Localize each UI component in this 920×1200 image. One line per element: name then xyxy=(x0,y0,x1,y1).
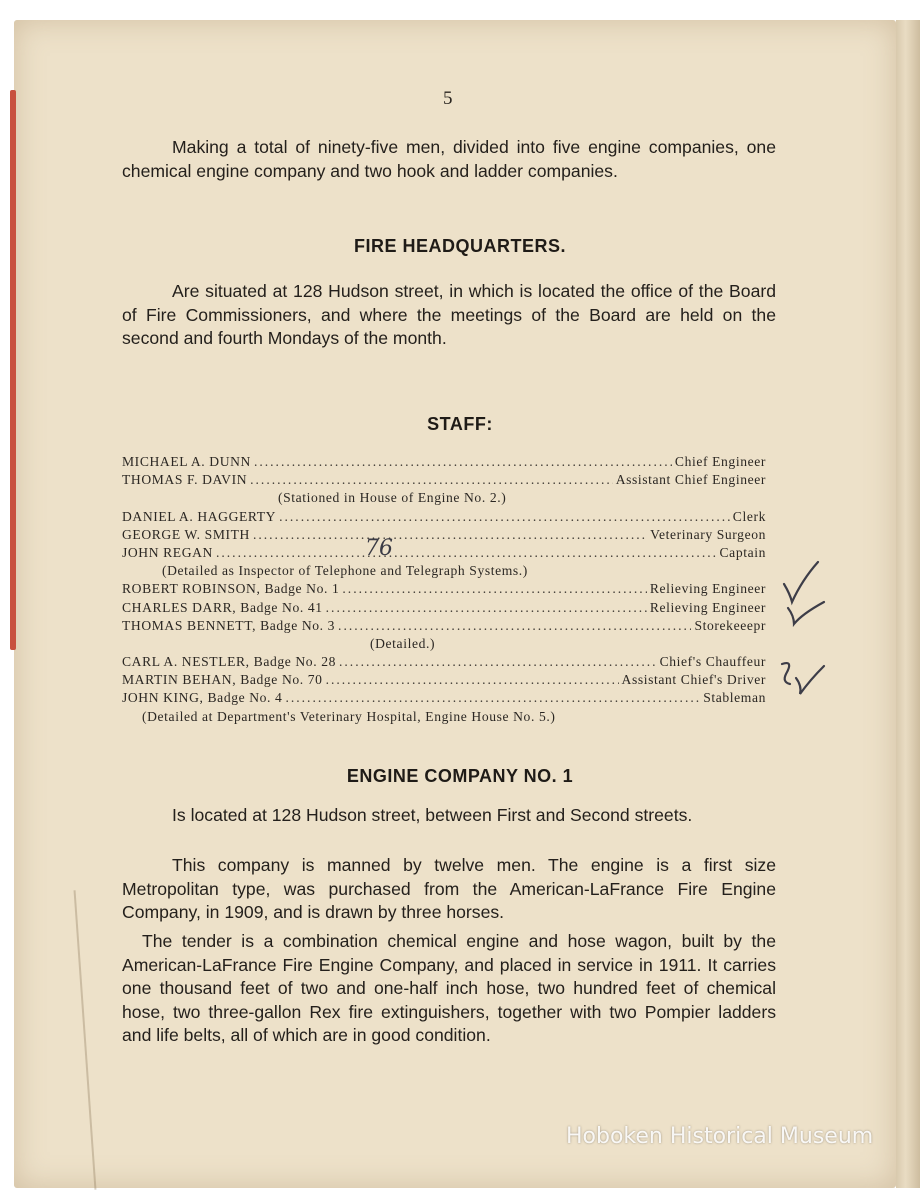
staff-row xyxy=(122,527,766,545)
staff-title: Storekeeepr xyxy=(694,617,766,633)
engine-manning-paragraph: This company is manned by twelve men. The engine is a first size Metropolitan type, was purchased from the American-LaFrance Fire Engine Company, in 1909, and is drawn by three horses. xyxy=(122,855,776,922)
engine-tender-paragraph: The tender is a combination chemical engine and hose wagon, built by the American-LaFrance Fire Engine Company, and placed in service in 1911. It carries one thousand feet of two and one-half inch hose, two hundred feet of chemical hose, two three-gallon Rex fire extinguishers, together with two Pompier ladders and life belts, all of which are in good condition. xyxy=(122,931,776,1045)
staff-title: Chief's Chauffeur xyxy=(659,654,766,670)
staff-name: GEORGE W. SMITH xyxy=(122,526,250,542)
handwritten-check-marks xyxy=(770,560,830,720)
dot-leader xyxy=(253,527,647,543)
dot-leader xyxy=(285,690,700,706)
staff-name: CARL A. NESTLER, Badge No. 28 xyxy=(122,654,336,670)
museum-watermark: Hoboken Historical Museum xyxy=(566,1124,874,1149)
intro-paragraph: Making a total of ninety-five men, divided into five engine companies, one chemical engine company and two hook and ladder companies. xyxy=(122,137,776,181)
staff-row xyxy=(122,600,766,618)
staff-row xyxy=(122,672,766,690)
dot-leader xyxy=(339,654,657,670)
dot-leader xyxy=(326,600,647,616)
page-spine-edge xyxy=(896,20,920,1188)
dot-leader xyxy=(342,581,646,597)
staff-row xyxy=(122,454,766,472)
dot-leader xyxy=(254,454,672,470)
check-mark-icon xyxy=(782,663,790,684)
staff-title: Veterinary Surgeon xyxy=(650,526,766,542)
staff-name: CHARLES DARR, Badge No. 41 xyxy=(122,599,323,615)
staff-title: Captain xyxy=(719,544,766,560)
dot-leader xyxy=(279,509,730,525)
staff-title: Assistant Chief Engineer xyxy=(615,472,766,488)
staff-row xyxy=(122,545,766,563)
staff-title: Relieving Engineer xyxy=(649,599,766,615)
staff-name: MARTIN BEHAN, Badge No. 70 xyxy=(122,672,323,688)
dot-leader xyxy=(338,618,691,634)
staff-note: (Detailed at Department's Veterinary Hospital, Engine House No. 5.) xyxy=(142,708,556,724)
dot-leader xyxy=(250,472,613,488)
check-mark-icon xyxy=(796,666,824,694)
staff-row xyxy=(122,472,766,490)
staff-row xyxy=(122,509,766,527)
page-number: 5 xyxy=(443,88,453,109)
fire-headquarters-paragraph: Are situated at 128 Hudson street, in which is located the office of the Board of Fire Commissioners, and where the meetings of the Board are held on the second and fourth Mondays of the month. xyxy=(122,281,776,348)
staff-name: ROBERT ROBINSON, Badge No. 1 xyxy=(122,581,340,597)
staff-title: Chief Engineer xyxy=(674,454,766,469)
staff-name: JOHN KING, Badge No. 4 xyxy=(122,690,283,706)
staff-name: MICHAEL A. DUNN xyxy=(122,454,251,469)
dot-leader xyxy=(216,545,717,561)
staff-list xyxy=(122,454,766,727)
fire-headquarters-heading: FIRE HEADQUARTERS. xyxy=(353,236,566,256)
staff-note: (Detailed as Inspector of Telephone and Telegraph Systems.) xyxy=(162,563,528,579)
dot-leader xyxy=(326,672,619,688)
staff-row xyxy=(122,581,766,599)
staff-note: (Detailed.) xyxy=(370,635,436,651)
staff-title: Assistant Chief's Driver xyxy=(621,672,766,688)
staff-name: THOMAS F. DAVIN xyxy=(122,472,248,488)
engine-location-paragraph: Is located at 128 Hudson street, between First and Second streets. xyxy=(172,805,693,825)
staff-name: DANIEL A. HAGGERTY xyxy=(122,508,277,524)
check-mark-icon xyxy=(788,602,824,624)
handwritten-number: 76 xyxy=(365,536,393,561)
staff-name: THOMAS BENNETT, Badge No. 3 xyxy=(122,617,336,633)
staff-name: JOHN REGAN xyxy=(122,544,213,560)
staff-heading: STAFF: xyxy=(427,414,493,434)
staff-row xyxy=(122,690,766,708)
engine-company-heading: ENGINE COMPANY NO. 1 xyxy=(346,766,574,786)
staff-title: Stableman xyxy=(703,690,766,706)
staff-note: (Stationed in House of Engine No. 2.) xyxy=(278,490,507,506)
staff-title: Relieving Engineer xyxy=(649,581,766,597)
check-mark-icon xyxy=(784,562,818,602)
staff-row xyxy=(122,654,766,672)
staff-title: Clerk xyxy=(732,508,766,524)
staff-row xyxy=(122,618,766,636)
